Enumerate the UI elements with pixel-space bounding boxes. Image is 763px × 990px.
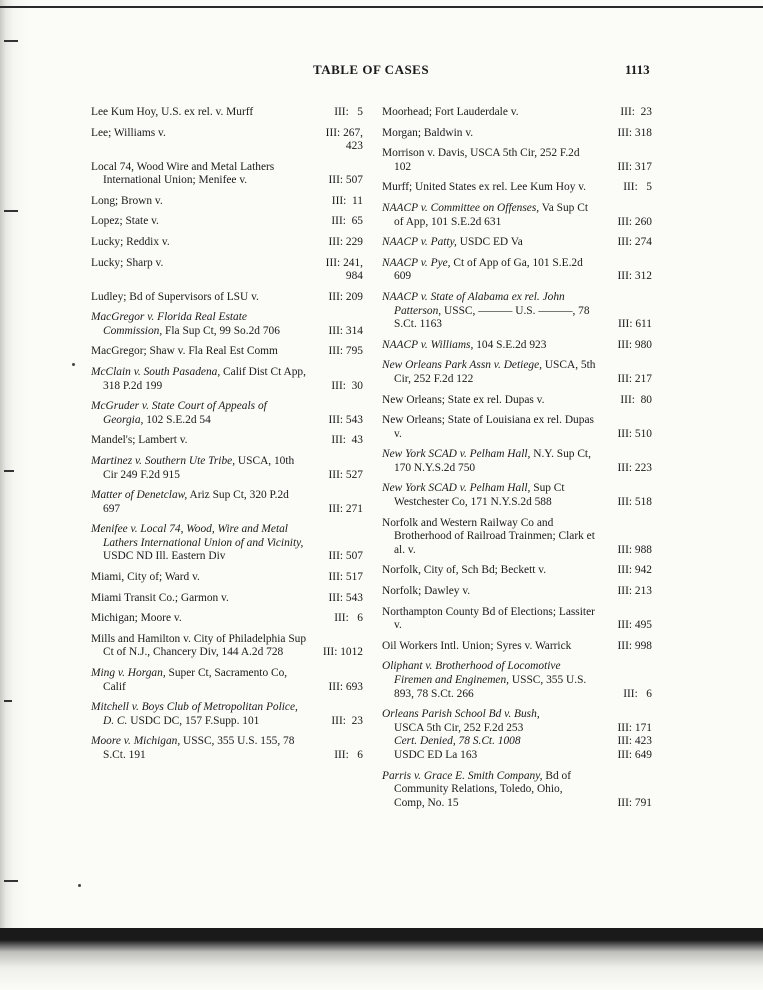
case-reference: III: 980 (617, 338, 652, 351)
case-entry (91, 257, 363, 284)
page-binding-edge (0, 0, 30, 990)
scan-speck (72, 363, 75, 366)
case-citation: Lee; Williams v. (91, 126, 166, 139)
case-entry (382, 202, 652, 229)
case-reference: III: 942 (617, 564, 652, 577)
case-reference: III: 649 (617, 748, 652, 761)
case-entry (91, 215, 363, 229)
case-entry (382, 414, 652, 441)
case-name-italic: Mitchell v. Boys Club of Metropolitan Police, D. C. (91, 701, 298, 727)
case-citation: Ariz Sup Ct, 320 P.2d 697 (103, 489, 289, 515)
case-name-italic: New York SCAD v. Pelham Hall, (382, 482, 531, 495)
case-entry (91, 701, 363, 728)
case-reference: III: 23 (620, 106, 652, 118)
case-subentry-citation: USCA 5th Cir, 252 F.2d 253 (394, 721, 524, 734)
case-entry (91, 667, 363, 694)
case-reference: III: 510 (617, 427, 652, 440)
case-entry (91, 161, 363, 188)
case-entry (382, 291, 652, 332)
case-reference: III: 317 (617, 160, 652, 173)
case-citation: USSC, 355 U.S. 893, 78 S.Ct. 266 (394, 674, 587, 700)
case-citation: USSC, 355 U.S. 155, 78 S.Ct. 191 (103, 735, 295, 761)
case-reference: III: 1012 (322, 646, 363, 659)
case-reference: III: 527 (328, 468, 363, 481)
case-entry (382, 359, 652, 386)
case-reference: III: 998 (617, 639, 652, 652)
top-rule (0, 6, 763, 8)
case-entry (382, 770, 652, 811)
case-reference: III: 795 (328, 345, 363, 358)
case-reference: III: 217 (617, 372, 652, 385)
case-reference: III: 543 (328, 591, 363, 604)
case-citation: Morgan; Baldwin v. (382, 126, 474, 139)
case-entry (382, 708, 652, 762)
case-reference: III: 611 (617, 318, 652, 331)
case-entry (382, 147, 652, 174)
case-citation: Northampton County Bd of Elections; Lassiter v. (382, 605, 595, 632)
case-citation: MacGregor; Shaw v. Fla Real Est Comm (91, 345, 278, 358)
case-entry (91, 633, 363, 660)
case-reference: III: 260 (617, 215, 652, 228)
case-citation: Murff; United States ex rel. Lee Kum Hoy v. (382, 181, 587, 194)
case-reference: III: 314 (328, 324, 363, 337)
case-entry (91, 345, 363, 359)
case-subentry-citation: Cert. Denied, 78 S.Ct. 1008 (394, 735, 521, 748)
binding-mark (4, 40, 18, 42)
case-name-italic: McClain v. South Pasadena, (91, 365, 221, 378)
case-reference: III: 213 (617, 585, 652, 598)
case-entry (91, 195, 363, 209)
case-name-italic: Oliphant v. Brotherhood of Locomotive Firemen and Enginemen, (382, 660, 561, 686)
case-entry (91, 311, 363, 338)
case-reference: III: 30 (331, 379, 363, 392)
case-entry (382, 127, 652, 141)
case-name-italic: Matter of Denetclaw, (91, 489, 188, 502)
case-name-italic: Orleans Parish School Bd v. Bush, (382, 708, 540, 721)
case-name-italic: New Orleans Park Assn v. Detiege, (382, 359, 542, 372)
case-reference: III: 495 (617, 619, 652, 632)
page-number: 1113 (625, 62, 650, 77)
binding-mark (4, 880, 18, 882)
case-entry (382, 236, 652, 250)
case-entry (91, 400, 363, 427)
case-reference: III: 318 (617, 126, 652, 139)
case-citation: Super Ct, Sacramento Co, Calif (103, 667, 288, 693)
page-header (0, 62, 763, 82)
case-citation: Oil Workers Intl. Union; Syres v. Warrick (382, 639, 572, 652)
case-citation: Va Sup Ct of App, 101 S.E.2d 631 (394, 201, 588, 228)
case-entry (91, 489, 363, 516)
case-name-italic: NAACP v. State of Alabama ex rel. John Patterson, (382, 290, 565, 317)
case-citation: Mills and Hamilton v. City of Philadelphia Sup Ct of N.J., Chancery Div, 144 A.2d 728 (91, 632, 307, 659)
case-subentry (382, 722, 652, 736)
case-citation: Moorhead; Fort Lauderdale v. (382, 106, 519, 118)
case-reference: III: 267, 423 (325, 126, 363, 153)
page-title: TABLE OF CASES (313, 62, 430, 77)
case-reference: III: 518 (617, 496, 652, 509)
case-citation: Mandel's; Lambert v. (91, 434, 188, 447)
case-entry (382, 640, 652, 654)
binding-mark (4, 700, 12, 702)
case-subentry (382, 735, 652, 749)
case-reference: III: 274 (617, 236, 652, 249)
case-entry (91, 236, 363, 250)
case-entry (382, 106, 652, 120)
case-entry (382, 339, 652, 353)
case-name-italic: New York SCAD v. Pelham Hall, (382, 448, 531, 461)
case-citation: Sup Ct Westchester Co, 171 N.Y.S.2d 588 (394, 482, 565, 509)
case-citation: Fla Sup Ct, 99 So.2d 706 (162, 324, 280, 337)
case-citation: Calif Dist Ct App, 318 P.2d 199 (103, 365, 306, 392)
case-entry (91, 523, 363, 564)
case-reference: III: 5 (334, 106, 363, 118)
case-citation: Norfolk and Western Railway Co and Brotherhood of Railroad Trainmen; Clark et al. v. (382, 516, 595, 556)
case-entry (91, 592, 363, 606)
case-citation: USDC ED Va (456, 236, 523, 249)
case-reference: III: 5 (623, 181, 652, 194)
case-reference: III: 209 (328, 290, 363, 303)
case-reference: III: 312 (617, 270, 652, 283)
case-reference: III: 988 (617, 543, 652, 556)
case-reference: III: 6 (334, 749, 363, 761)
scan-speck (78, 884, 81, 887)
case-reference: III: 223 (617, 461, 652, 474)
case-reference: III: 241, 984 (325, 256, 363, 283)
case-entry (91, 455, 363, 482)
case-reference: III: 23 (331, 714, 363, 727)
case-name-italic: NAACP v. Williams, (382, 338, 474, 351)
case-reference: III: 791 (617, 796, 652, 809)
case-name-italic: NAACP v. Pye, (382, 256, 451, 269)
case-entry (91, 366, 363, 393)
case-name-italic: Ming v. Horgan, (91, 667, 166, 680)
case-entry (382, 517, 652, 558)
case-citation: Morrison v. Davis, USCA 5th Cir, 252 F.2d 102 (382, 147, 580, 173)
case-entry (382, 448, 652, 475)
case-reference: III: 517 (328, 571, 363, 584)
case-reference: III: 543 (328, 413, 363, 426)
case-name-italic: MacGregor v. Florida Real Estate Commission, (91, 311, 247, 337)
case-citation: Norfolk; Dawley v. (382, 585, 471, 598)
case-entry (91, 291, 363, 305)
case-entry (382, 564, 652, 578)
case-citation: Miami Transit Co.; Garmon v. (91, 591, 229, 604)
page-bottom-shadow (0, 928, 763, 990)
left-column (91, 106, 363, 770)
case-entry (382, 660, 652, 701)
case-citation: N.Y. Sup Ct, 170 N.Y.S.2d 750 (394, 448, 591, 474)
case-reference: III: 171 (617, 721, 652, 734)
case-entry (382, 257, 652, 284)
case-subentry (382, 749, 652, 763)
case-citation: Lopez; State v. (91, 215, 159, 228)
case-citation: New Orleans; State of Louisiana ex rel. Dupas v. (382, 414, 594, 440)
binding-mark (4, 470, 14, 472)
case-citation: Miami, City of; Ward v. (91, 571, 200, 584)
case-reference: III: 423 (617, 735, 652, 748)
case-citation: USDC ND Ill. Eastern Div (103, 550, 226, 563)
case-name-italic: Martinez v. Southern Ute Tribe, (91, 454, 236, 467)
case-entry (382, 181, 652, 195)
case-name-italic: Parris v. Grace E. Smith Company, (382, 769, 543, 782)
case-citation: Lucky; Reddix v. (91, 235, 170, 248)
right-column (382, 106, 652, 817)
case-reference: III: 65 (331, 215, 363, 228)
case-name-italic: Menifee v. Local 74, Wood, Wire and Metal Lathers International Union of and Vicinity, (91, 523, 304, 549)
case-citation: Ct of App of Ga, 101 S.E.2d 609 (394, 256, 583, 283)
case-name-italic: McGruder v. State Court of Appeals of Georgia, (91, 400, 267, 426)
case-reference: III: 6 (334, 612, 363, 625)
case-entry (91, 127, 363, 154)
case-reference: III: 507 (328, 550, 363, 563)
case-name-italic: NAACP v. Patty, (382, 236, 457, 249)
case-entry (382, 394, 652, 408)
case-citation: USCA, 10th Cir 249 F.2d 915 (103, 454, 295, 481)
case-reference: III: 6 (623, 687, 652, 700)
case-entry (91, 571, 363, 585)
case-citation: Long; Brown v. (91, 194, 163, 207)
case-reference: III: 693 (328, 680, 363, 693)
binding-mark (4, 210, 18, 212)
case-citation: Lee Kum Hoy, U.S. ex rel. v. Murff (91, 106, 254, 118)
case-citation: Local 74, Wood Wire and Metal Lathers International Union; Menifee v. (91, 160, 275, 187)
case-citation: Bd of Community Relations, Toledo, Ohio, Comp, No. 15 (394, 769, 571, 809)
case-citation: Ludley; Bd of Supervisors of LSU v. (91, 290, 259, 303)
case-reference: III: 229 (328, 235, 363, 248)
case-citation: Michigan; Moore v. (91, 612, 182, 625)
case-entry (91, 735, 363, 762)
case-citation: New Orleans; State ex rel. Dupas v. (382, 393, 545, 406)
case-entry (382, 585, 652, 599)
case-entry (382, 482, 652, 509)
case-reference: III: 43 (331, 434, 363, 447)
case-entry (91, 612, 363, 626)
case-reference: III: 11 (331, 194, 363, 207)
case-citation: 104 S.E.2d 923 (473, 338, 547, 351)
case-entry (382, 606, 652, 633)
case-name-italic: Moore v. Michigan, (91, 735, 181, 748)
case-citation: Norfolk, City of, Sch Bd; Beckett v. (382, 564, 547, 577)
case-entry (91, 106, 363, 120)
case-citation: USCA, 5th Cir, 252 F.2d 122 (394, 359, 596, 385)
case-citation: Lucky; Sharp v. (91, 256, 164, 269)
case-name (382, 708, 652, 722)
case-citation: USDC DC, 157 F.Supp. 101 (127, 714, 260, 727)
case-reference: III: 507 (328, 174, 363, 187)
case-entry (91, 434, 363, 448)
case-reference: III: 271 (328, 502, 363, 515)
case-citation: USSC, ——— U.S. ———, 78 S.Ct. 1163 (394, 304, 590, 331)
case-name-italic: NAACP v. Committee on Offenses, (382, 201, 540, 214)
case-reference: III: 80 (620, 393, 652, 406)
case-citation: 102 S.E.2d 54 (143, 413, 211, 426)
case-subentry-citation: USDC ED La 163 (394, 748, 478, 761)
